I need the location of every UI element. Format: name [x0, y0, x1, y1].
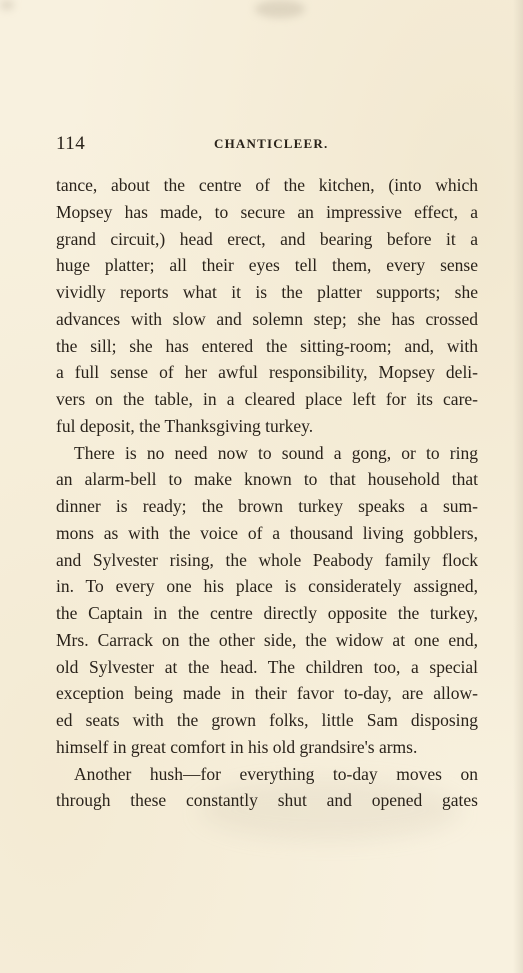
- text-line: mons as with the voice of a thousand living gobblers,: [56, 522, 478, 543]
- text-line: himself in great comfort in his old grandsire's arms.: [56, 736, 418, 757]
- paragraph: [56, 440, 478, 761]
- text-line: and Sylvester rising, the whole Peabody family flock: [56, 549, 478, 570]
- text-line: Mrs. Carrack on the other side, the widow at one end,: [56, 629, 478, 650]
- paragraph: [56, 761, 478, 815]
- text-line: exception being made in their favor to-day, are allow-: [56, 683, 478, 704]
- running-title: CHANTICLEER.: [214, 136, 329, 151]
- text-line: an alarm-bell to make known to that household that: [56, 469, 478, 490]
- text-line: ed seats with the grown folks, little Sam disposing: [56, 710, 478, 730]
- text-line: Another hush—for everything to-day moves on: [74, 763, 478, 784]
- body-text: [56, 172, 478, 814]
- text-line: tance, about the centre of the kitchen, (into which: [56, 175, 478, 195]
- text-line: in. To every one his place is considerately assigned,: [56, 576, 478, 597]
- text-line: vers on the table, in a cleared place left for its care-: [56, 389, 478, 409]
- text-line: dinner is ready; the brown turkey speaks a sum-: [56, 496, 478, 516]
- page-edge-shadow: [513, 0, 523, 973]
- stain: [255, 0, 305, 18]
- text-line: Mopsey has made, to secure an impressive effect, a: [56, 201, 478, 222]
- page-header: [56, 133, 476, 157]
- text-line: There is no need now to sound a gong, or to ring: [74, 442, 478, 463]
- paragraph: [56, 172, 478, 440]
- text-line: ful deposit, the Thanksgiving turkey.: [56, 415, 314, 436]
- text-line: vividly reports what it is the platter supports; she: [56, 282, 478, 302]
- text-line: grand circuit,) head erect, and bearing before it a: [56, 228, 478, 249]
- text-line: the Captain in the centre directly opposite the turkey,: [56, 603, 478, 623]
- text-line: advances with slow and solemn step; she has crossed: [56, 308, 478, 329]
- stain: [0, 0, 14, 10]
- text-line: a full sense of her awful responsibility, Mopsey deli-: [56, 362, 478, 383]
- text-line: huge platter; all their eyes tell them, every sense: [56, 255, 478, 276]
- page-number: 114: [56, 133, 86, 154]
- text-line: through these constantly shut and opened gates: [56, 790, 478, 811]
- text-line: the sill; she has entered the sitting-room; and, with: [56, 335, 478, 356]
- text-line: old Sylvester at the head. The children too, a special: [56, 656, 478, 677]
